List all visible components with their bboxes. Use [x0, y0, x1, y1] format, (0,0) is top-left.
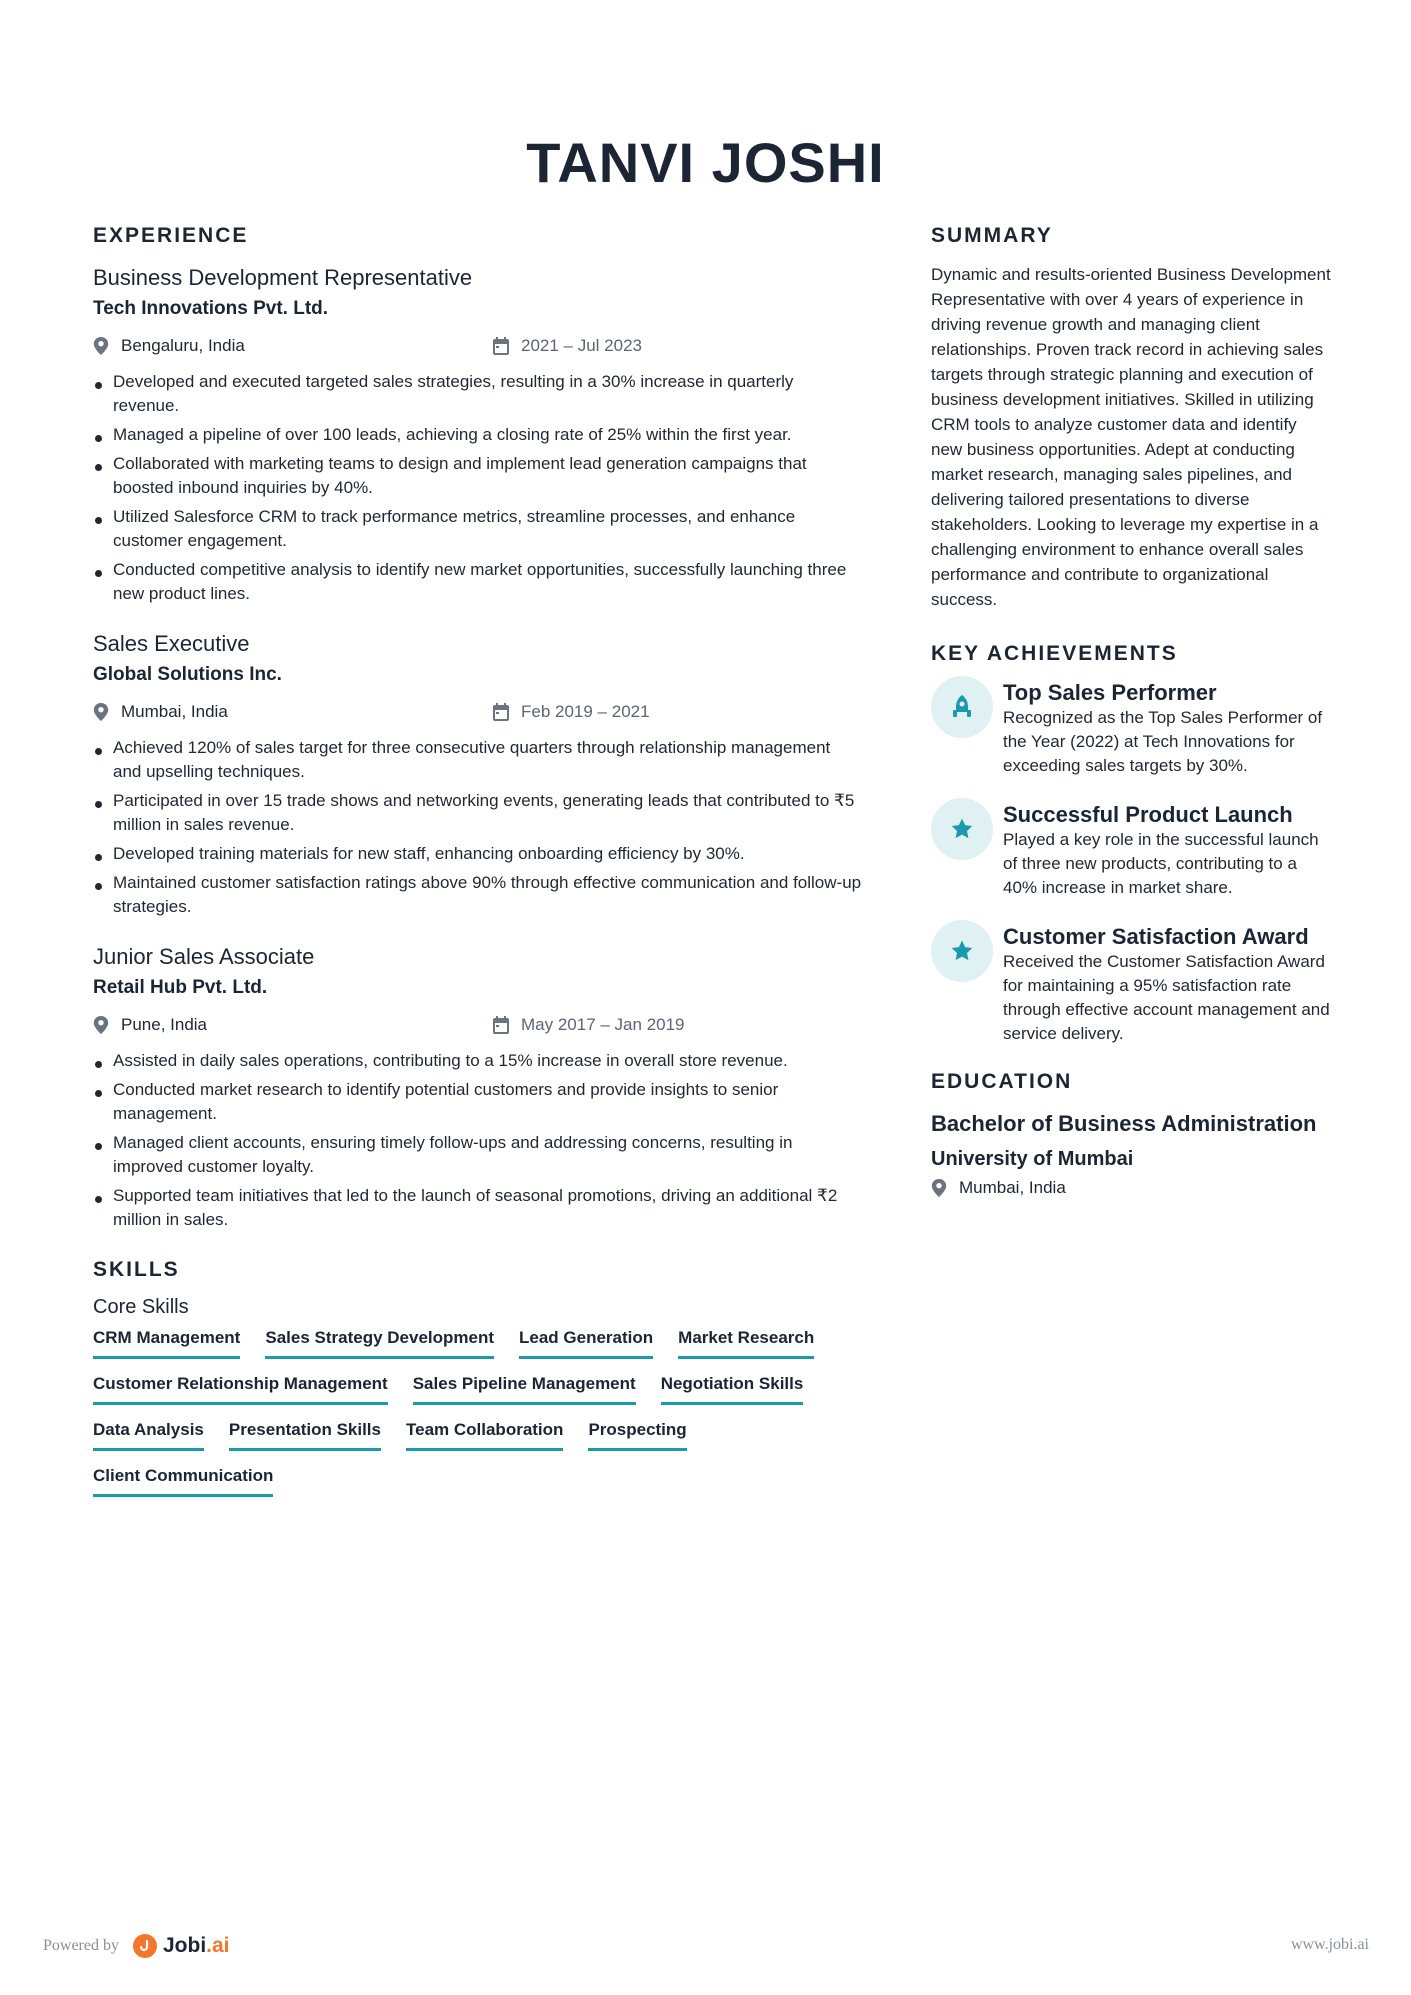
- skill-tag: Prospecting: [588, 1417, 686, 1451]
- location-pin-icon: [93, 337, 109, 355]
- job-bullets: [93, 370, 863, 606]
- job-dates-text: 2021 – Jul 2023: [521, 336, 642, 355]
- skill-tag: Customer Relationship Management: [93, 1371, 388, 1405]
- job-role: Sales Executive: [93, 631, 250, 656]
- skill-tag: Client Communication: [93, 1463, 273, 1497]
- job-bullet: Managed a pipeline of over 100 leads, achieving a closing rate of 25% within the first year.: [93, 423, 863, 447]
- job-company: Retail Hub Pvt. Ltd.: [93, 977, 268, 998]
- achievement-desc: Received the Customer Satisfaction Award for maintaining a 95% satisfaction rate through effective account management and service delivery.: [1003, 952, 1330, 1043]
- achievement-title: Customer Satisfaction Award: [1003, 924, 1309, 949]
- education-location-text: Mumbai, India: [959, 1178, 1066, 1197]
- logo-suffix: .ai: [206, 1934, 230, 1957]
- candidate-name: TANVI JOSHI: [526, 131, 885, 194]
- education-location: [931, 1178, 1331, 1198]
- location-pin-icon: [931, 1179, 947, 1197]
- location-pin-icon: [93, 1016, 109, 1034]
- jobi-logo-icon: [133, 1934, 157, 1958]
- calendar-icon: [493, 703, 509, 721]
- job-bullet: Utilized Salesforce CRM to track performance metrics, streamline processes, and enhance customer engagement.: [93, 505, 863, 553]
- experience-heading: EXPERIENCE: [93, 224, 249, 247]
- achievement-desc: Recognized as the Top Sales Performer of the Year (2022) at Tech Innovations for exceeding sales targets by 30%.: [1003, 708, 1323, 775]
- footer-url[interactable]: www.jobi.ai: [1290, 1936, 1369, 1953]
- job-company: Tech Innovations Pvt. Ltd.: [93, 298, 329, 319]
- achievement-item: [931, 924, 1331, 1046]
- skill-tag: Team Collaboration: [406, 1417, 563, 1451]
- skill-tag: Data Analysis: [93, 1417, 204, 1451]
- jobi-logo-text[interactable]: [163, 1934, 230, 1958]
- achievement-title: Top Sales Performer: [1003, 680, 1217, 705]
- job-dates: [493, 336, 642, 356]
- powered-by: [43, 1934, 230, 1958]
- job-bullet: Conducted market research to identify potential customers and provide insights to senior management.: [93, 1078, 863, 1126]
- skill-tag: Sales Strategy Development: [265, 1325, 494, 1359]
- summary-heading: SUMMARY: [931, 224, 1053, 247]
- job-entry: [93, 941, 863, 1232]
- skill-tag: Sales Pipeline Management: [413, 1371, 636, 1405]
- job-dates: [493, 1015, 685, 1035]
- job-bullet: Conducted competitive analysis to identify new market opportunities, successfully launching three new product lines.: [93, 558, 863, 606]
- education-section: [931, 1070, 1331, 1198]
- powered-by-text: Powered by: [43, 1937, 119, 1954]
- job-location-text: Mumbai, India: [121, 702, 228, 721]
- job-bullet: Developed and executed targeted sales strategies, resulting in a 30% increase in quarterly revenue.: [93, 370, 863, 418]
- right-column: [931, 224, 1331, 1198]
- achievement-item: [931, 802, 1331, 900]
- achievement-desc: Played a key role in the successful launch of three new products, contributing to a 40% increase in market share.: [1003, 830, 1319, 897]
- skill-tag: Negotiation Skills: [661, 1371, 804, 1405]
- left-column: [93, 224, 863, 1497]
- summary-text: Dynamic and results-oriented Business Development Representative with over 4 years of experience in driving revenue growth and managing client relationships. Proven track record in achieving sales targets through strategic planning and execution of business development initiatives. Skilled in utilizing CRM tools to analyze customer data and identify new business opportunities. Adept at conducting market research, managing sales pipelines, and delivering tailored presentations to diverse stakeholders. Looking to leverage my expertise in a challenging environment to enhance overall sales performance and contribute to organizational success.: [931, 265, 1331, 609]
- achievement-body: [1003, 924, 1331, 1046]
- job-bullet: Managed client accounts, ensuring timely follow-ups and addressing concerns, resulting in improved customer loyalty.: [93, 1131, 863, 1179]
- job-entry: [93, 262, 863, 606]
- achievement-title: Successful Product Launch: [1003, 802, 1293, 827]
- skill-tag: Market Research: [678, 1325, 814, 1359]
- skill-list: [93, 1325, 863, 1497]
- job-bullet: Developed training materials for new staff, enhancing onboarding efficiency by 30%.: [93, 842, 863, 866]
- job-meta: [93, 702, 863, 730]
- star-icon: [931, 798, 993, 860]
- job-location: [93, 702, 228, 722]
- achievement-item: [931, 680, 1331, 778]
- job-location-text: Pune, India: [121, 1015, 208, 1034]
- job-meta: [93, 336, 863, 364]
- star-icon: [931, 920, 993, 982]
- calendar-icon: [493, 1016, 509, 1034]
- job-bullet: Assisted in daily sales operations, contributing to a 15% increase in overall store revenue.: [93, 1049, 863, 1073]
- job-location: [93, 336, 245, 356]
- job-dates-text: Feb 2019 – 2021: [521, 702, 650, 721]
- achievement-body: [1003, 802, 1331, 900]
- job-location: [93, 1015, 207, 1035]
- job-bullet: Supported team initiatives that led to the launch of seasonal promotions, driving an additional ₹2 million in sales.: [93, 1184, 863, 1232]
- skill-tag: Lead Generation: [519, 1325, 653, 1359]
- job-meta: [93, 1015, 863, 1043]
- job-bullet: Collaborated with marketing teams to design and implement lead generation campaigns that boosted inbound inquiries by 40%.: [93, 452, 863, 500]
- rocket-icon: [931, 676, 993, 738]
- location-pin-icon: [93, 703, 109, 721]
- job-company: Global Solutions Inc.: [93, 664, 282, 685]
- core-skills-title: Core Skills: [93, 1296, 189, 1318]
- job-bullets: [93, 1049, 863, 1232]
- skills-heading: SKILLS: [93, 1258, 180, 1281]
- job-bullet: Achieved 120% of sales target for three consecutive quarters through relationship management and upselling techniques.: [93, 736, 863, 784]
- education-heading: EDUCATION: [931, 1070, 1073, 1093]
- job-role: Business Development Representative: [93, 265, 473, 290]
- job-bullet: Participated in over 15 trade shows and networking events, generating leads that contributed to ₹5 million in sales revenue.: [93, 789, 863, 837]
- job-bullets: [93, 736, 863, 919]
- achievement-body: [1003, 680, 1331, 778]
- skill-tag: CRM Management: [93, 1325, 240, 1359]
- job-bullet: Maintained customer satisfaction ratings above 90% through effective communication and follow-up strategies.: [93, 871, 863, 919]
- education-degree: Bachelor of Business Administration: [931, 1111, 1317, 1136]
- job-dates: [493, 702, 650, 722]
- achievements-heading: KEY ACHIEVEMENTS: [931, 642, 1178, 665]
- skill-tag: Presentation Skills: [229, 1417, 381, 1451]
- calendar-icon: [493, 337, 509, 355]
- job-entry: [93, 628, 863, 919]
- job-dates-text: May 2017 – Jan 2019: [521, 1015, 685, 1034]
- logo-main: Jobi: [162, 1934, 207, 1957]
- skills-section: [93, 1258, 863, 1497]
- job-role: Junior Sales Associate: [93, 944, 315, 969]
- education-school: University of Mumbai: [931, 1148, 1134, 1170]
- job-location-text: Bengaluru, India: [121, 336, 245, 355]
